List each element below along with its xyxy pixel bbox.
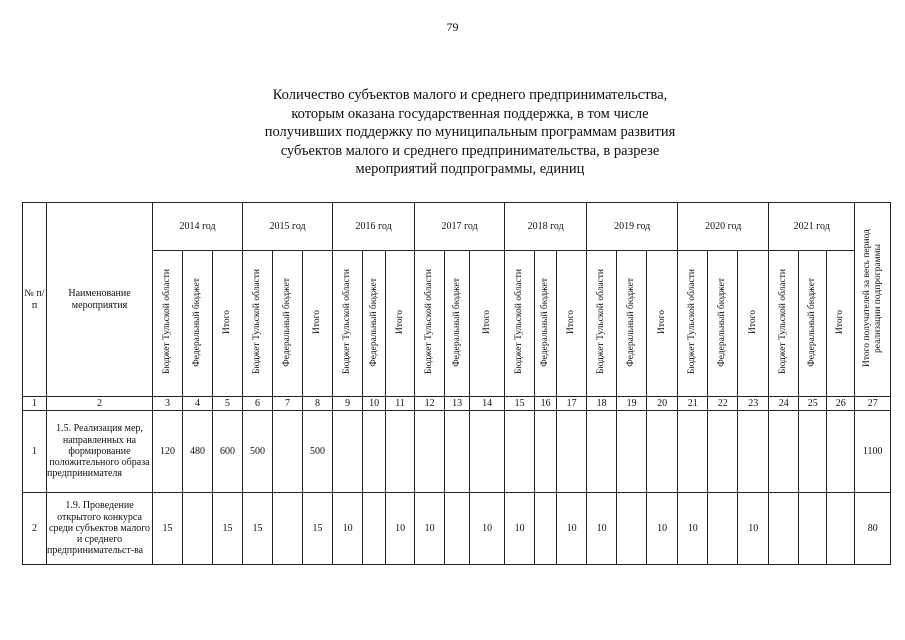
subcolumn-label: Федеральный бюджет (717, 277, 728, 367)
subcolumn-label: Бюджет Тульской области (514, 269, 525, 375)
value-cell (769, 493, 799, 565)
value-cell: 10 (647, 493, 678, 565)
value-cell (535, 411, 557, 493)
year-label: 2018 год (527, 221, 564, 232)
value-cell (799, 493, 827, 565)
subcolumn-header (738, 251, 769, 397)
value-cell: 500 (243, 411, 273, 493)
column-number: 6 (243, 397, 273, 411)
column-number: 19 (617, 397, 647, 411)
column-number: 26 (827, 397, 855, 411)
row-total: 80 (855, 493, 891, 565)
subcolumn-header (535, 251, 557, 397)
column-number: 23 (738, 397, 769, 411)
value-cell (708, 411, 738, 493)
column-number: 18 (587, 397, 617, 411)
year-header (678, 203, 769, 251)
title-line: мероприятий подпрограммы, единиц (355, 161, 585, 177)
row-number: 2 (23, 493, 47, 565)
subcolumn-header (333, 251, 363, 397)
subcolumn-label: Итого (656, 309, 667, 335)
total-label: Итого получателей за весь период реализации подпрограммы (861, 229, 883, 367)
row-total: 1100 (855, 411, 891, 493)
subcolumn-header (708, 251, 738, 397)
column-number: 22 (708, 397, 738, 411)
year-header (505, 203, 587, 251)
subcolumn-label: Итого (481, 309, 492, 335)
page-number: 79 (446, 20, 459, 34)
subcolumn-header (213, 251, 243, 397)
subcolumn-label: Федеральный бюджет (451, 277, 462, 367)
column-number: 13 (445, 397, 470, 411)
row-name: 1.5. Реализация мер, направленных на формирование положительного образа предпринимателя (47, 411, 153, 493)
year-header (587, 203, 678, 251)
subcolumn-header (557, 251, 587, 397)
year-label: 2017 год (441, 221, 478, 232)
year-label: 2016 год (355, 221, 392, 232)
subcolumn-header (617, 251, 647, 397)
value-cell: 500 (303, 411, 333, 493)
subcolumn-label: Бюджет Тульской области (596, 269, 607, 375)
value-cell (363, 411, 386, 493)
subcolumn-label: Федеральный бюджет (540, 277, 551, 367)
subcolumn-header (799, 251, 827, 397)
subcolumn-label: Итого (835, 309, 846, 335)
column-number-row (23, 397, 891, 411)
value-cell (738, 411, 769, 493)
column-number: 12 (415, 397, 445, 411)
subcolumn-label: Федеральный бюджет (282, 277, 293, 367)
year-header (243, 203, 333, 251)
value-cell (827, 493, 855, 565)
subcolumn-label: Итого (747, 309, 758, 335)
column-number: 24 (769, 397, 799, 411)
year-label: 2015 год (269, 221, 306, 232)
value-cell (183, 493, 213, 565)
column-number: 16 (535, 397, 557, 411)
header-subcolumn-row (23, 251, 891, 397)
subcolumn-header (678, 251, 708, 397)
subcolumn-label: Итого (394, 309, 405, 335)
year-label: 2020 год (705, 221, 742, 232)
subcolumn-label: Бюджет Тульской области (778, 269, 789, 375)
value-cell (617, 493, 647, 565)
subcolumn-label: Федеральный бюджет (626, 277, 637, 367)
subcolumn-label: Федеральный бюджет (192, 277, 202, 367)
value-cell (708, 493, 738, 565)
column-number: 3 (153, 397, 183, 411)
subcolumn-label: Итого (312, 309, 323, 335)
subcolumn-header (153, 251, 183, 397)
header-name: Наименование мероприятия (47, 203, 153, 397)
subcolumn-header (273, 251, 303, 397)
value-cell: 10 (738, 493, 769, 565)
value-cell: 15 (243, 493, 273, 565)
value-cell (587, 411, 617, 493)
subcolumn-header (587, 251, 617, 397)
column-number: 1 (23, 397, 47, 411)
subcolumn-header (386, 251, 415, 397)
value-cell: 10 (505, 493, 535, 565)
subcolumn-label: Итого (566, 309, 577, 335)
column-number: 8 (303, 397, 333, 411)
value-cell: 10 (470, 493, 505, 565)
row-number: 1 (23, 411, 47, 493)
subcolumn-header (505, 251, 535, 397)
header-total (855, 203, 891, 397)
value-cell (273, 411, 303, 493)
subcolumn-label: Федеральный бюджет (807, 277, 818, 367)
subcolumn-label: Федеральный бюджет (368, 277, 379, 367)
year-label: 2019 год (614, 221, 651, 232)
header-num: № п/п (23, 203, 47, 397)
value-cell (678, 411, 708, 493)
column-number: 15 (505, 397, 535, 411)
subcolumn-label: Бюджет Тульской области (424, 269, 435, 375)
value-cell (617, 411, 647, 493)
year-label: 2014 год (179, 221, 216, 232)
column-number: 4 (183, 397, 213, 411)
value-cell: 10 (557, 493, 587, 565)
subcolumn-label: Бюджет Тульской области (342, 269, 353, 375)
value-cell (769, 411, 799, 493)
value-cell: 480 (183, 411, 213, 493)
subcolumn-header (827, 251, 855, 397)
subcolumn-header (363, 251, 386, 397)
year-header (153, 203, 243, 251)
year-header (333, 203, 415, 251)
subcolumn-header (243, 251, 273, 397)
value-cell (535, 493, 557, 565)
value-cell: 10 (333, 493, 363, 565)
value-cell (333, 411, 363, 493)
value-cell (470, 411, 505, 493)
title-line: Количество субъектов малого и среднего предпринимательства, (272, 87, 668, 103)
subcolumn-header (470, 251, 505, 397)
value-cell (647, 411, 678, 493)
column-number: 14 (470, 397, 505, 411)
column-number: 9 (333, 397, 363, 411)
column-number: 10 (363, 397, 386, 411)
value-cell (363, 493, 386, 565)
value-cell: 15 (213, 493, 243, 565)
value-cell (445, 411, 470, 493)
year-header (415, 203, 505, 251)
title-line: субъектов малого и среднего предпринимательства, в разрезе (280, 142, 660, 159)
value-cell: 10 (678, 493, 708, 565)
value-cell: 15 (303, 493, 333, 565)
column-number: 17 (557, 397, 587, 411)
value-cell (799, 411, 827, 493)
subcolumn-header (183, 251, 213, 397)
value-cell (386, 411, 415, 493)
header-year-row (23, 203, 891, 251)
value-cell (557, 411, 587, 493)
subcolumn-label: Бюджет Тульской области (687, 269, 698, 375)
document-title (200, 86, 740, 179)
value-cell (505, 411, 535, 493)
subcolumn-label: Бюджет Тульской области (252, 269, 263, 375)
value-cell (827, 411, 855, 493)
support-table (22, 202, 891, 565)
value-cell (273, 493, 303, 565)
column-number: 5 (213, 397, 243, 411)
value-cell (445, 493, 470, 565)
value-cell: 10 (587, 493, 617, 565)
subcolumn-header (303, 251, 333, 397)
subcolumn-header (445, 251, 470, 397)
subcolumn-label: Итого (222, 309, 233, 335)
year-label: 2021 год (793, 221, 830, 232)
value-cell: 600 (213, 411, 243, 493)
column-number: 7 (273, 397, 303, 411)
value-cell: 10 (386, 493, 415, 565)
title-line: которым оказана государственная поддержка, в том числе (291, 105, 649, 122)
subcolumn-header (647, 251, 678, 397)
column-number: 11 (386, 397, 415, 411)
value-cell: 120 (153, 411, 183, 493)
column-number: 27 (855, 397, 891, 411)
value-cell: 10 (415, 493, 445, 565)
column-number: 21 (678, 397, 708, 411)
table-row (23, 411, 891, 493)
value-cell: 15 (153, 493, 183, 565)
column-number: 2 (47, 397, 153, 411)
column-number: 20 (647, 397, 678, 411)
column-number: 25 (799, 397, 827, 411)
subcolumn-header (415, 251, 445, 397)
subcolumn-header (769, 251, 799, 397)
row-name: 1.9. Проведение открытого конкурса среди субъектов малого и среднего предпринимательст-ва (47, 493, 153, 565)
table-row (23, 493, 891, 565)
value-cell (415, 411, 445, 493)
title-line: получивших поддержку по муниципальным программам развития (264, 124, 676, 140)
year-header (769, 203, 855, 251)
subcolumn-label: Бюджет Тульской области (162, 269, 172, 375)
